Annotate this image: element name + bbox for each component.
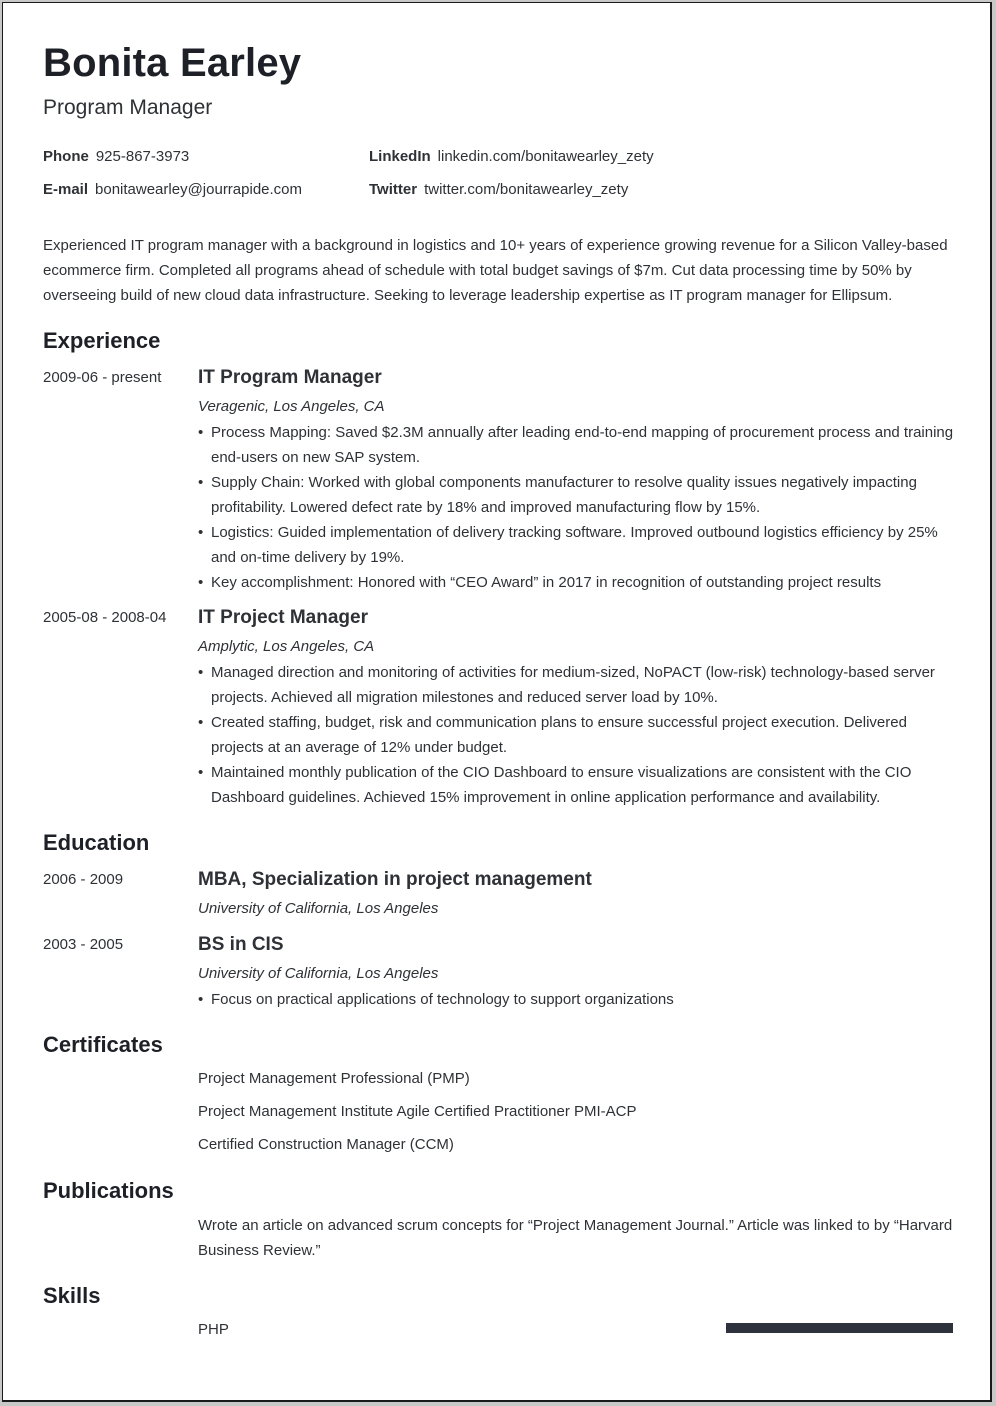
bullet-icon: • <box>198 424 204 441</box>
experience-bullet: • Process Mapping: Saved $2.3M annually after leading end-to-end mapping of procurement process and training end-users on new SAP system. <box>198 420 958 470</box>
section-title-publications: Publications <box>43 1178 174 1203</box>
section-title-experience: Experience <box>43 328 161 353</box>
experience-bullet: • Created staffing, budget, risk and communication plans to ensure successful project execution. Delivered projects at an average of 12% under budget. <box>198 710 958 760</box>
experience-job-title: IT Program Manager <box>198 367 382 388</box>
contact-linkedin-label: LinkedIn <box>369 148 431 165</box>
certificate-item: Certified Construction Manager (CCM) <box>198 1136 454 1153</box>
candidate-title: Program Manager <box>43 96 213 119</box>
education-school: University of California, Los Angeles <box>198 900 439 917</box>
profile-summary: Experienced IT program manager with a background in logistics and 10+ years of experience growing revenue for a Silicon Valley-based ecommerce firm. Completed all programs ahead of schedule with total budget savings of $7m. Cut data processing time by 50% by overseeing build of new cloud data infrastructure. Seeking to leverage leadership expertise as IT program manager for Ellipsum. <box>43 237 948 304</box>
contact-email-value: bonitawearley@jourrapide.com <box>95 181 303 198</box>
experience-bullet: • Logistics: Guided implementation of delivery tracking software. Improved outbound logistics efficiency by 25% and on-time delivery by 19%. <box>198 520 958 570</box>
experience-dates: 2005-08 - 2008-04 <box>43 609 167 626</box>
bullet-icon: • <box>198 664 204 681</box>
contact-email <box>43 181 302 199</box>
experience-bullet-list <box>198 420 958 595</box>
bullet-icon: • <box>198 574 204 591</box>
bullet-icon: • <box>198 991 204 1008</box>
section-title-skills: Skills <box>43 1283 101 1308</box>
resume-page <box>2 2 992 1402</box>
education-bullet-list <box>198 987 958 1012</box>
contact-email-label: E-mail <box>43 181 89 198</box>
education-degree: BS in CIS <box>198 934 284 955</box>
contact-linkedin <box>369 148 654 166</box>
section-title-certificates: Certificates <box>43 1032 163 1057</box>
certificate-item: Project Management Professional (PMP) <box>198 1070 470 1087</box>
contact-phone-label: Phone <box>43 148 89 165</box>
experience-bullet-list <box>198 660 958 810</box>
contact-twitter <box>369 181 628 199</box>
education-school: University of California, Los Angeles <box>198 965 439 982</box>
skill-name: PHP <box>198 1321 229 1338</box>
experience-dates: 2009-06 - present <box>43 369 162 386</box>
contact-twitter-value: twitter.com/bonitawearley_zety <box>424 181 629 198</box>
experience-job-title: IT Project Manager <box>198 607 368 628</box>
bullet-icon: • <box>198 764 204 781</box>
experience-bullet: • Maintained monthly publication of the CIO Dashboard to ensure visualizations are consistent with the CIO Dashboard guidelines. Achieved 15% improvement in online application performance and availability. <box>198 760 958 810</box>
skill-level-fill <box>726 1323 953 1333</box>
education-dates: 2006 - 2009 <box>43 871 124 888</box>
contact-twitter-label: Twitter <box>369 181 418 198</box>
publication-item: Wrote an article on advanced scrum concepts for “Project Management Journal.” Article was linked to by “Harvard Business Review.” <box>198 1217 953 1259</box>
certificate-item: Project Management Institute Agile Certified Practitioner PMI-ACP <box>198 1103 637 1120</box>
bullet-icon: • <box>198 524 204 541</box>
candidate-name: Bonita Earley <box>43 41 302 85</box>
education-bullet: • Focus on practical applications of technology to support organizations <box>198 987 958 1012</box>
experience-bullet: • Key accomplishment: Honored with “CEO Award” in 2017 in recognition of outstanding project results <box>198 570 958 595</box>
bullet-icon: • <box>198 474 204 491</box>
experience-company: Veragenic, Los Angeles, CA <box>198 398 385 415</box>
contact-linkedin-value: linkedin.com/bonitawearley_zety <box>437 148 654 165</box>
contact-phone <box>43 148 189 166</box>
experience-bullet: • Managed direction and monitoring of activities for medium-sized, NoPACT (low-risk) technology-based server projects. Achieved all migration milestones and reduced server load by 10%. <box>198 660 958 710</box>
section-title-education: Education <box>43 830 150 855</box>
contact-phone-value: 925-867-3973 <box>95 148 190 165</box>
education-degree: MBA, Specialization in project management <box>198 869 592 890</box>
experience-company: Amplytic, Los Angeles, CA <box>198 638 375 655</box>
education-dates: 2003 - 2005 <box>43 936 124 953</box>
bullet-icon: • <box>198 714 204 731</box>
experience-bullet: • Supply Chain: Worked with global components manufacturer to resolve quality issues negatively impacting profitability. Lowered defect rate by 18% and improved manufacturing flow by 15%. <box>198 470 958 520</box>
skill-level-bar <box>726 1323 953 1333</box>
